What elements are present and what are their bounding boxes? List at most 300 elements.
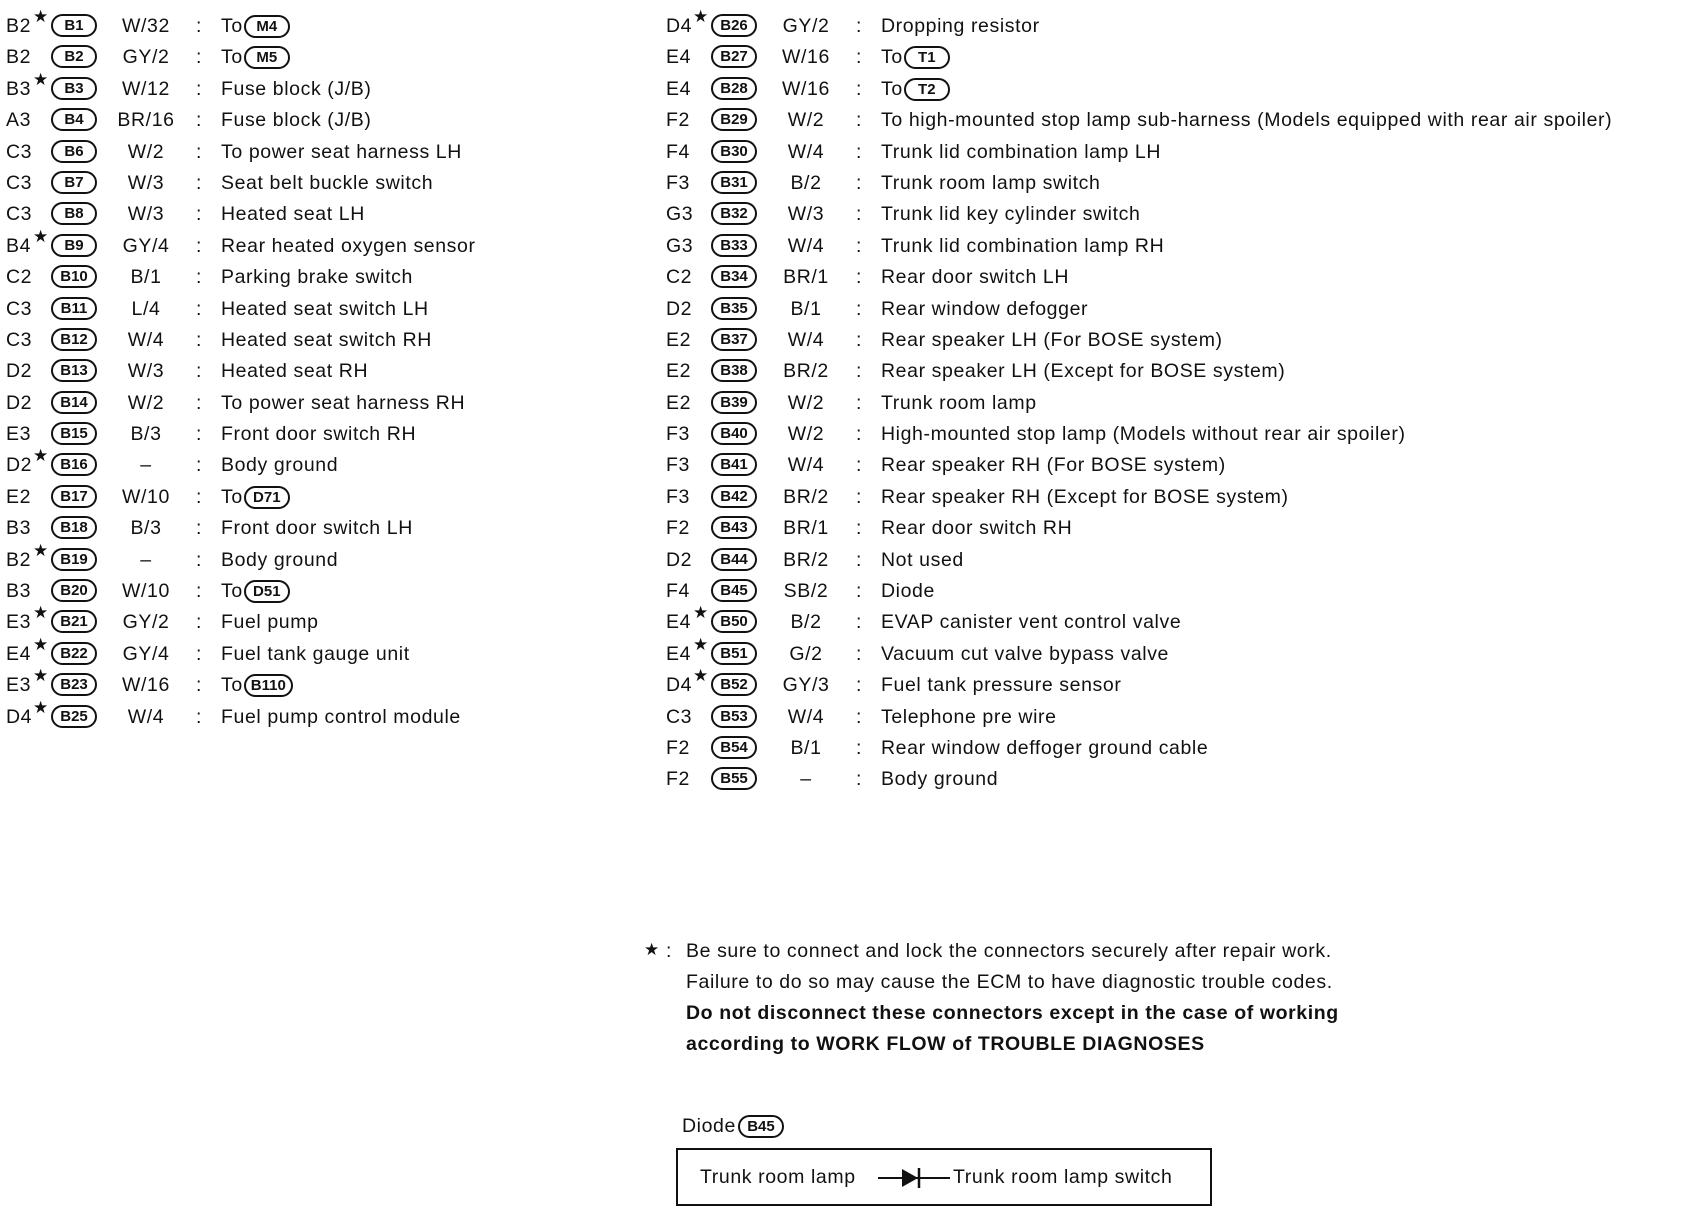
description-text: High-mounted stop lamp (Models without rear air spoiler) [881, 423, 1406, 446]
separator: : [856, 140, 863, 163]
description-text: Rear window deffoger ground cable [881, 736, 1209, 759]
connector-row [666, 732, 1676, 763]
connector-description [221, 360, 368, 383]
wire-spec: SB/2 [783, 580, 829, 603]
connector-description [221, 329, 432, 352]
description-text: Heated seat RH [221, 360, 369, 383]
grid-location: C3 [6, 203, 33, 226]
wire-spec: W/4 [127, 328, 165, 351]
connector-description [221, 141, 462, 164]
separator: : [196, 266, 203, 289]
separator: : [196, 46, 203, 69]
grid-location: E4 [666, 642, 692, 665]
connector-description [881, 580, 935, 603]
connector-row [666, 544, 1676, 575]
description-text: EVAP canister vent control valve [881, 611, 1182, 634]
wire-spec: L/4 [131, 297, 161, 320]
connector-row [666, 261, 1676, 292]
connector-row [666, 230, 1676, 261]
connector-description [221, 78, 371, 101]
connector-badge: B23 [51, 673, 97, 696]
separator: : [856, 768, 863, 791]
wire-spec: W/2 [787, 109, 825, 132]
connector-badge: B55 [711, 767, 757, 790]
wire-spec: W/10 [122, 485, 170, 508]
wire-spec: BR/1 [783, 517, 829, 540]
separator: : [856, 266, 863, 289]
separator: : [196, 297, 203, 320]
separator: : [856, 328, 863, 351]
separator: : [196, 328, 203, 351]
star-icon: ★ [693, 634, 709, 654]
wire-spec: W/4 [787, 140, 825, 163]
connector-description [881, 360, 1285, 383]
connector-badge: B11 [51, 297, 97, 320]
connector-badge: B37 [711, 328, 757, 351]
separator: : [196, 517, 203, 540]
connector-description [221, 235, 476, 258]
connector-row [666, 449, 1676, 480]
wire-spec: GY/2 [122, 46, 170, 69]
wire-spec: W/4 [787, 328, 825, 351]
connector-badge: B32 [711, 202, 757, 225]
description-text: To [221, 580, 243, 603]
wire-spec: W/2 [127, 391, 165, 414]
connector-description [881, 15, 1040, 38]
wire-spec: B/1 [790, 736, 822, 759]
separator: : [856, 517, 863, 540]
separator: : [856, 109, 863, 132]
description-text: Body ground [221, 454, 339, 477]
connector-description [881, 203, 1140, 226]
wire-spec: B/1 [790, 297, 822, 320]
star-icon: ★ [33, 7, 49, 26]
connector-description [881, 674, 1121, 697]
description-text: Heated seat switch LH [221, 297, 429, 320]
connector-badge: B20 [51, 579, 97, 602]
description-text: Fuel pump [221, 611, 319, 634]
connector-badge: B13 [51, 359, 97, 382]
grid-location: B4 [6, 234, 32, 257]
connector-description [881, 549, 964, 572]
target-connector-badge: T2 [904, 78, 950, 101]
target-connector-badge: D71 [244, 486, 290, 509]
wire-spec: BR/2 [783, 360, 829, 383]
star-icon: ★ [33, 540, 49, 560]
description-text: Fuel tank gauge unit [221, 642, 410, 665]
connector-badge: B30 [711, 140, 757, 163]
wire-spec: W/3 [787, 203, 825, 226]
connector-row [666, 387, 1676, 418]
wire-spec: GY/2 [122, 611, 170, 634]
connector-badge: B51 [711, 642, 757, 665]
wire-spec: B/3 [130, 517, 162, 540]
diode-left-label: Trunk room lamp [700, 1166, 856, 1188]
connector-row [666, 355, 1676, 386]
connector-description [881, 298, 1088, 321]
wire-spec: W/2 [787, 423, 825, 446]
wire-spec: B/2 [790, 611, 822, 634]
wire-spec: W/4 [787, 454, 825, 477]
connector-badge: B2 [51, 45, 97, 68]
connector-badge: B31 [711, 171, 757, 194]
separator: : [196, 454, 203, 477]
star-icon: ★ [693, 7, 709, 26]
separator: : [856, 77, 863, 100]
grid-location: D2 [6, 454, 33, 477]
separator: : [196, 15, 203, 37]
grid-location: G3 [666, 203, 694, 226]
wire-spec: W/32 [122, 15, 170, 37]
star-icon: ★ [644, 940, 660, 959]
connector-badge: B12 [51, 328, 97, 351]
connector-description [881, 78, 950, 101]
diode-diagram [676, 1148, 1212, 1206]
star-icon: ★ [33, 603, 49, 623]
wire-spec: W/16 [782, 46, 830, 69]
grid-location: C2 [6, 266, 33, 289]
connector-row [666, 575, 1676, 606]
wire-spec: B/1 [130, 266, 162, 289]
target-connector-badge: T1 [904, 46, 950, 69]
connector-badge: B16 [51, 453, 97, 476]
wire-spec: BR/16 [117, 109, 175, 132]
diode-caption [682, 1115, 784, 1138]
grid-location: B3 [6, 580, 32, 603]
connector-badge: B27 [711, 45, 757, 68]
connector-badge: B21 [51, 610, 97, 633]
description-text: Rear door switch RH [881, 517, 1073, 540]
wire-spec: G/2 [789, 642, 823, 665]
connector-row [666, 324, 1676, 355]
connector-row [666, 198, 1676, 229]
separator: : [856, 15, 863, 37]
description-text: To [881, 77, 903, 100]
description-text: Vacuum cut valve bypass valve [881, 642, 1170, 665]
connector-description [881, 737, 1208, 760]
grid-location: E4 [666, 77, 692, 100]
connector-row [666, 293, 1676, 324]
connector-description [221, 486, 290, 509]
note-line-2: Failure to do so may cause the ECM to have diagnostic trouble codes. [686, 971, 1333, 993]
connector-badge: B25 [51, 705, 97, 728]
connector-description [221, 549, 338, 572]
wire-spec: – [800, 768, 812, 791]
connector-badge: B3 [51, 77, 97, 100]
connector-row [666, 634, 1676, 669]
description-text: Trunk room lamp [881, 391, 1037, 414]
connector-row [666, 512, 1676, 543]
description-text: To [221, 15, 243, 37]
grid-location: E3 [6, 423, 32, 446]
connector-row [666, 167, 1676, 198]
connector-badge: B14 [51, 391, 97, 414]
grid-location: B3 [6, 517, 32, 540]
grid-location: E4 [666, 611, 692, 634]
connector-description [221, 15, 290, 38]
connector-description [881, 329, 1223, 352]
description-text: Rear heated oxygen sensor [221, 234, 476, 257]
description-text: To [881, 46, 903, 69]
separator: : [856, 423, 863, 446]
grid-location: D4 [666, 15, 693, 37]
grid-location: F2 [666, 517, 690, 540]
separator: : [856, 360, 863, 383]
description-text: To [221, 485, 243, 508]
connector-row [666, 603, 1676, 637]
description-text: Not used [881, 548, 964, 571]
wire-spec: W/2 [787, 391, 825, 414]
wire-spec: W/10 [122, 580, 170, 603]
description-text: To power seat harness RH [221, 391, 466, 414]
connector-description [221, 706, 461, 729]
description-text: Rear speaker RH (Except for BOSE system) [881, 485, 1289, 508]
connector-list-right [666, 7, 1676, 795]
wire-spec: W/4 [787, 705, 825, 728]
grid-location: F3 [666, 171, 690, 194]
grid-location: E2 [666, 328, 692, 351]
connector-badge: B8 [51, 202, 97, 225]
separator: : [196, 705, 203, 728]
description-text: Trunk lid key cylinder switch [881, 203, 1141, 226]
connector-description [221, 298, 429, 321]
connector-description [881, 266, 1069, 289]
description-text: Trunk lid combination lamp RH [881, 234, 1165, 257]
grid-location: F4 [666, 140, 690, 163]
grid-location: E2 [666, 391, 692, 414]
separator: : [856, 611, 863, 634]
grid-location: B2 [6, 46, 32, 69]
connector-badge: B15 [51, 422, 97, 445]
wire-spec: BR/1 [783, 266, 829, 289]
connector-description [881, 235, 1164, 258]
note-line-4: according to WORK FLOW of TROUBLE DIAGNOSES [686, 1033, 1205, 1055]
grid-location: E2 [666, 360, 692, 383]
separator: : [856, 705, 863, 728]
grid-location: B3 [6, 77, 32, 100]
description-text: Fuel tank pressure sensor [881, 674, 1122, 697]
connector-description [881, 141, 1161, 164]
note-line-1: Be sure to connect and lock the connectors securely after repair work. [686, 940, 1332, 962]
separator: : [196, 423, 203, 446]
separator: : [196, 580, 203, 603]
wire-spec: W/12 [122, 77, 170, 100]
wire-spec: B/2 [790, 171, 822, 194]
separator: : [196, 642, 203, 665]
description-text: To power seat harness LH [221, 140, 462, 163]
wire-spec: W/4 [787, 234, 825, 257]
connector-badge: B18 [51, 516, 97, 539]
separator: : [196, 171, 203, 194]
connector-description [881, 486, 1289, 509]
grid-location: C3 [666, 705, 693, 728]
grid-location: E3 [6, 674, 32, 697]
separator: : [856, 548, 863, 571]
connector-description [881, 706, 1057, 729]
connector-badge: B50 [711, 610, 757, 633]
separator: : [856, 485, 863, 508]
grid-location: D2 [666, 548, 693, 571]
caution-note [644, 940, 1444, 1064]
separator: : [856, 580, 863, 603]
connector-badge: B33 [711, 234, 757, 257]
connector-description [221, 172, 433, 195]
description-text: To high-mounted stop lamp sub-harness (Models equipped with rear air spoiler) [881, 109, 1613, 132]
connector-badge: B7 [51, 171, 97, 194]
star-icon: ★ [33, 666, 49, 686]
separator: : [196, 674, 203, 697]
wire-spec: W/4 [127, 705, 165, 728]
connector-badge: B39 [711, 391, 757, 414]
separator: : [196, 611, 203, 634]
diode-label-text: Diode [682, 1115, 736, 1137]
connector-description [221, 674, 293, 697]
connector-badge: B10 [51, 265, 97, 288]
connector-description [221, 109, 371, 132]
grid-location: F2 [666, 768, 690, 791]
connector-description [221, 392, 465, 415]
connector-description [881, 392, 1037, 415]
grid-location: F3 [666, 454, 690, 477]
target-connector-badge: B110 [244, 674, 293, 697]
wire-spec: GY/4 [122, 642, 170, 665]
connector-row [666, 701, 1676, 732]
grid-location: E4 [6, 642, 32, 665]
separator: : [196, 391, 203, 414]
connector-badge: B26 [711, 14, 757, 37]
connector-description [221, 643, 410, 666]
connector-description [221, 423, 416, 446]
connector-row [666, 666, 1676, 700]
connector-badge: B4 [51, 108, 97, 131]
target-connector-badge: M4 [244, 15, 290, 38]
connector-row [666, 7, 1676, 41]
wire-spec: – [140, 548, 152, 571]
description-text: To [221, 674, 243, 697]
connector-badge: B41 [711, 453, 757, 476]
grid-location: C3 [6, 171, 33, 194]
connector-badge: B17 [51, 485, 97, 508]
description-text: Rear speaker LH (For BOSE system) [881, 328, 1223, 351]
separator: : [196, 360, 203, 383]
connector-badge: B9 [51, 234, 97, 257]
wire-spec: W/3 [127, 171, 165, 194]
connector-description [221, 580, 290, 603]
description-text: Heated seat LH [221, 203, 365, 226]
connector-row [666, 136, 1676, 167]
description-text: Front door switch RH [221, 423, 417, 446]
wire-spec: W/16 [782, 77, 830, 100]
connector-badge: B1 [51, 14, 97, 37]
description-text: Front door switch LH [221, 517, 413, 540]
grid-location: F4 [666, 580, 690, 603]
grid-location: C3 [6, 297, 33, 320]
description-text: Body ground [881, 768, 999, 791]
description-text: Dropping resistor [881, 15, 1040, 37]
wire-spec: GY/4 [122, 234, 170, 257]
connector-row [666, 763, 1676, 794]
grid-location: D2 [6, 360, 33, 383]
separator: : [196, 109, 203, 132]
description-text: Fuel pump control module [221, 705, 461, 728]
connector-description [881, 517, 1072, 540]
connector-badge: B44 [711, 548, 757, 571]
separator: : [856, 234, 863, 257]
star-icon: ★ [693, 603, 709, 623]
separator: : [856, 642, 863, 665]
separator: : [196, 548, 203, 571]
separator: : [196, 203, 203, 226]
description-text: Parking brake switch [221, 266, 413, 289]
connector-description [221, 266, 413, 289]
separator: : [856, 736, 863, 759]
connector-badge: B34 [711, 265, 757, 288]
star-icon: ★ [33, 69, 49, 89]
connector-badge: B6 [51, 140, 97, 163]
grid-location: D2 [6, 391, 33, 414]
connector-badge: B29 [711, 108, 757, 131]
connector-badge: B28 [711, 77, 757, 100]
wire-spec: W/2 [127, 140, 165, 163]
diode-symbol-icon [878, 1166, 950, 1190]
connector-row [666, 418, 1676, 449]
connector-description [221, 517, 413, 540]
wire-spec: BR/2 [783, 485, 829, 508]
separator: : [196, 140, 203, 163]
grid-location: B2 [6, 15, 32, 37]
connector-description [221, 203, 365, 226]
connector-row [666, 73, 1676, 104]
star-icon: ★ [33, 446, 49, 466]
connector-badge: B19 [51, 548, 97, 571]
diode-connector-badge: B45 [738, 1115, 784, 1138]
grid-location: F3 [666, 485, 690, 508]
description-text: Rear speaker LH (Except for BOSE system) [881, 360, 1286, 383]
connector-badge: B45 [711, 579, 757, 602]
grid-location: F3 [666, 423, 690, 446]
connector-badge: B22 [51, 642, 97, 665]
connector-description [221, 46, 290, 69]
wire-spec: GY/3 [782, 674, 830, 697]
description-text: Seat belt buckle switch [221, 171, 434, 194]
connector-description [221, 454, 338, 477]
wire-spec: W/16 [122, 674, 170, 697]
grid-location: C3 [6, 140, 33, 163]
diode-right-label: Trunk room lamp switch [953, 1166, 1173, 1188]
grid-location: E4 [666, 46, 692, 69]
connector-badge: B54 [711, 736, 757, 759]
star-icon: ★ [693, 666, 709, 686]
wire-spec: W/3 [127, 203, 165, 226]
connector-badge: B35 [711, 297, 757, 320]
separator: : [856, 674, 863, 697]
description-text: Heated seat switch RH [221, 328, 432, 351]
connector-description [881, 643, 1169, 666]
wire-spec: W/3 [127, 360, 165, 383]
star-icon: ★ [33, 226, 49, 246]
wire-spec: BR/2 [783, 548, 829, 571]
description-text: Rear speaker RH (For BOSE system) [881, 454, 1226, 477]
grid-location: F2 [666, 736, 690, 759]
connector-description [881, 768, 998, 791]
star-icon: ★ [33, 697, 49, 717]
connector-badge: B40 [711, 422, 757, 445]
grid-location: D2 [666, 297, 693, 320]
connector-badge: B42 [711, 485, 757, 508]
connector-description [881, 46, 950, 69]
connector-description [881, 611, 1181, 634]
description-text: Trunk room lamp switch [881, 171, 1101, 194]
